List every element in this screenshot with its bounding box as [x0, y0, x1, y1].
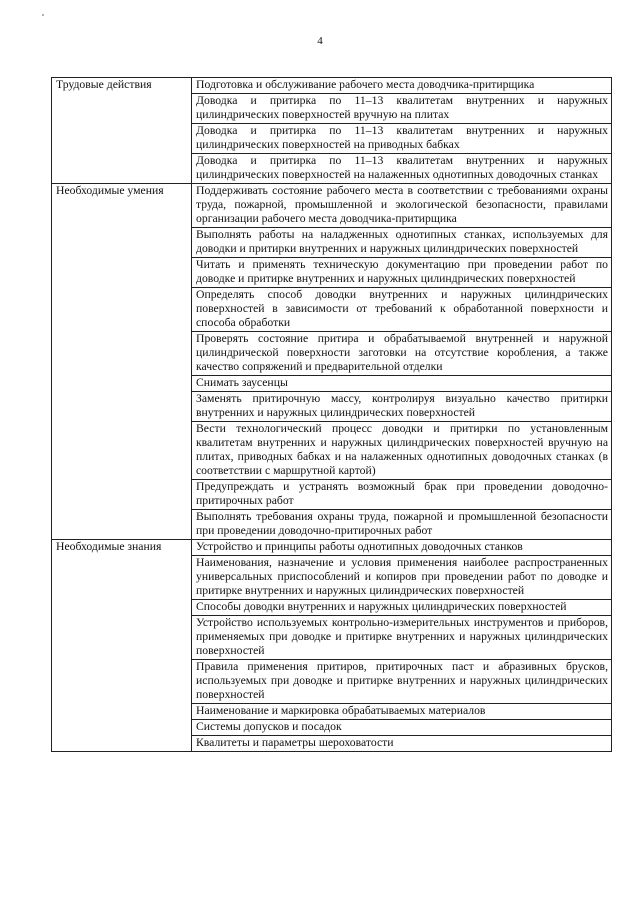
table-cell: Доводка и притирка по 11–13 квалитетам внутренних и наружных цилиндрических поверхностей на налаженных однотипных доводочных станках	[192, 154, 612, 184]
table-cell: Читать и применять техническую документацию при проведении работ по доводке и притирке внутренних и наружных цилиндрических поверхностей	[192, 258, 612, 288]
table-cell: Наименования, назначение и условия применения наиболее распространенных универсальных приспособлений и копиров при проведении работ по доводке и притирке внутренних и наружных цилиндрических поверхностей	[192, 556, 612, 600]
labor-functions-table	[51, 77, 612, 752]
table-cell: Определять способ доводки внутренних и наружных цилиндрических поверхностей в зависимости от требований к обработанной поверхности и способа обработки	[192, 288, 612, 332]
scan-speck	[42, 14, 44, 16]
section-label-required-skills: Необходимые умения	[52, 184, 192, 540]
table-cell: Проверять состояние притира и обрабатываемой внутренней и наружной цилиндрической поверхности заготовки на отсутствие коробления, а также качество сопряжений и предварительной отделки	[192, 332, 612, 376]
table-cell: Правила применения притиров, притирочных паст и абразивных брусков, используемых при доводке и притирке внутренних и наружных цилиндрических поверхностей	[192, 660, 612, 704]
table-row	[52, 78, 612, 94]
section-label-labor-actions: Трудовые действия	[52, 78, 192, 184]
section-label-required-knowledge: Необходимые знания	[52, 540, 192, 752]
table-row	[52, 540, 612, 556]
table-cell: Подготовка и обслуживание рабочего места доводчика-притирщика	[192, 78, 612, 94]
table-row	[52, 184, 612, 228]
table-cell: Вести технологический процесс доводки и притирки по установленным квалитетам внутренних и наружных цилиндрических поверхностей вручную на плитах, приводных бабках и на налаженных однотипных доводочных станках (в соответствии с маршрутной картой)	[192, 422, 612, 480]
table-cell: Заменять притирочную массу, контролируя визуально качество притирки внутренних и наружных цилиндрических поверхностей	[192, 392, 612, 422]
table-cell: Квалитеты и параметры шероховатости	[192, 736, 612, 752]
table-cell: Наименование и маркировка обрабатываемых материалов	[192, 704, 612, 720]
table-cell: Системы допусков и посадок	[192, 720, 612, 736]
page-number: 4	[317, 35, 323, 47]
table-cell: Устройство и принципы работы однотипных доводочных станков	[192, 540, 612, 556]
table-cell: Предупреждать и устранять возможный брак при проведении доводочно-притирочных работ	[192, 480, 612, 510]
table-cell: Устройство используемых контрольно-измерительных инструментов и приборов, применяемых при доводке и притирке внутренних и наружных цилиндрических поверхностей	[192, 616, 612, 660]
table-cell: Поддерживать состояние рабочего места в соответствии с требованиями охраны труда, пожарной, промышленной и экологической безопасности, правилами организации рабочего места доводчика-притирщика	[192, 184, 612, 228]
table-cell: Выполнять требования охраны труда, пожарной и промышленной безопасности при проведении доводочно-притирочных работ	[192, 510, 612, 540]
table-cell: Доводка и притирка по 11–13 квалитетам внутренних и наружных цилиндрических поверхностей вручную на плитах	[192, 94, 612, 124]
table-cell: Снимать заусенцы	[192, 376, 612, 392]
table-cell: Выполнять работы на наладженных однотипных станках, используемых для доводки и притирки внутренних и наружных цилиндрических поверхностей	[192, 228, 612, 258]
table-cell: Доводка и притирка по 11–13 квалитетам внутренних и наружных цилиндрических поверхностей на приводных бабках	[192, 124, 612, 154]
table-cell: Способы доводки внутренних и наружных цилиндрических поверхностей	[192, 600, 612, 616]
